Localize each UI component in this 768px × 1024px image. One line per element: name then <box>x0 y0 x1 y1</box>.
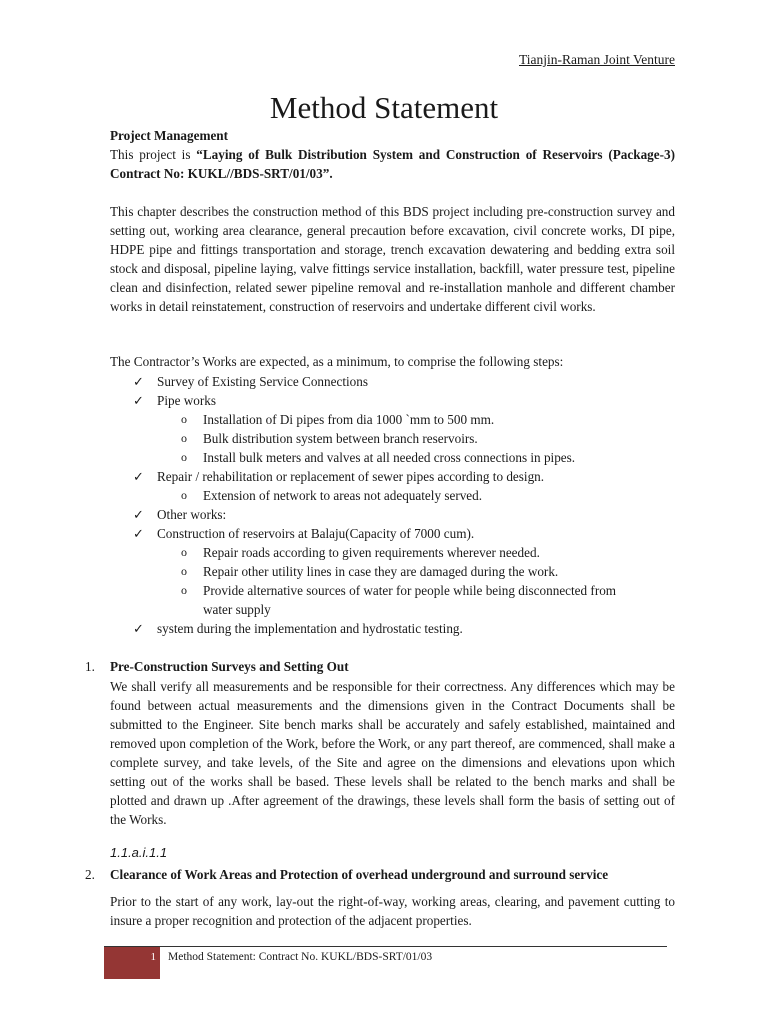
footer-divider <box>104 946 667 947</box>
sub-item: Provide alternative sources of water for people while being disconnected from <box>203 583 617 598</box>
list-item-other: Other works: <box>157 507 227 522</box>
chapter-paragraph: This chapter describes the construction method of this BDS project including pre-construction survey and setting out, working area clearance, general precaution before excavation, civil concrete works, DI pipe, HDPE pipe and fittings transportation and storage, trench excavation dewatering and bedding extra soil stock and disposal, pipeline laying, valve fittings service installation, backfill, water pressure test, pipeline clean and disinfection, related sewer pipeline removal and re-installation manhole and different chamber works in detail reinstatement, construction of reservoirs and undertake different civil works. <box>110 204 675 314</box>
page-title: Method Statement <box>269 90 499 125</box>
list-item-reservoirs: Construction of reservoirs at Balaju(Capacity of 7000 cum). <box>157 526 475 541</box>
section-2-body: Prior to the start of any work, lay-out the right-of-way, working areas, clearing, and pavement cutting to insure a proper recognition and protection of the adjacent properties. <box>110 894 675 928</box>
section-2-number: 2. <box>85 867 95 882</box>
list-item-repair: Repair / rehabilitation or replacement of sewer pipes according to design. <box>157 469 545 484</box>
sub-item: Install bulk meters and valves at all needed cross connections in pipes. <box>203 450 576 465</box>
check-icon: ✓ <box>133 526 144 541</box>
works-intro: The Contractor’s Works are expected, as a minimum, to comprise the following steps: <box>110 354 564 369</box>
footer-text: Method Statement: Contract No. KUKL/BDS-SRT/01/03 <box>168 951 433 963</box>
sub-item: Repair roads according to given requirements wherever needed. <box>203 545 540 560</box>
check-icon: ✓ <box>133 393 144 408</box>
circle-bullet-icon: o <box>181 583 187 597</box>
list-item-system: system during the implementation and hydrostatic testing. <box>157 621 463 636</box>
project-intro <box>110 145 675 183</box>
list-item-survey: Survey of Existing Service Connections <box>157 374 368 389</box>
check-icon: ✓ <box>133 374 144 389</box>
sub-item: Extension of network to areas not adequately served. <box>203 488 483 503</box>
list-item-pipe-works: Pipe works <box>157 393 216 408</box>
circle-bullet-icon: o <box>181 412 187 426</box>
sub-item-continuation: water supply <box>203 602 271 617</box>
sub-item: Installation of Di pipes from dia 1000 `mm to 500 mm. <box>203 412 495 427</box>
section-1-subnumber: 1.1.a.i.1.1 <box>110 845 168 860</box>
circle-bullet-icon: o <box>181 564 187 578</box>
circle-bullet-icon: o <box>181 450 187 464</box>
check-icon: ✓ <box>133 469 144 484</box>
header-company: Tianjin-Raman Joint Venture <box>519 52 675 67</box>
circle-bullet-icon: o <box>181 431 187 445</box>
sub-item: Bulk distribution system between branch reservoirs. <box>203 431 478 446</box>
project-intro-prefix: This project is <box>110 147 197 162</box>
page-number: 1 <box>150 951 156 963</box>
project-heading: Project Management <box>110 128 229 143</box>
section-1-body: We shall verify all measurements and be responsible for their correctness. Any differences which may be found between actual measurements and the dimensions given in the Contract Documents shall be submitted to the Engineer. Site bench marks shall be accurately and safely established, maintained and removed upon completion of the Work, before the Work, or any part thereof, are commenced, shall make a complete survey, and take levels, of the Site and agree on the dimensions and elevations upon which setting out of the works shall be based. These levels shall be related to the bench marks and shall be plotted and drawn up .After agreement of the drawings, these levels shall form the basis of setting out of the Works. <box>110 679 675 827</box>
circle-bullet-icon: o <box>181 488 187 502</box>
check-icon: ✓ <box>133 621 144 636</box>
section-1-number: 1. <box>85 659 95 674</box>
section-1-heading: Pre-Construction Surveys and Setting Out <box>110 659 349 674</box>
sub-item: Repair other utility lines in case they are damaged during the work. <box>203 564 559 579</box>
circle-bullet-icon: o <box>181 545 187 559</box>
section-2-heading: Clearance of Work Areas and Protection of overhead underground and surround service <box>110 867 609 882</box>
check-icon: ✓ <box>133 507 144 522</box>
project-intro-title: “Laying of Bulk Distribution System and Construction of Reservoirs (Package-3) Contract No: KUKL//BDS-SRT/01/03”. <box>110 147 675 181</box>
